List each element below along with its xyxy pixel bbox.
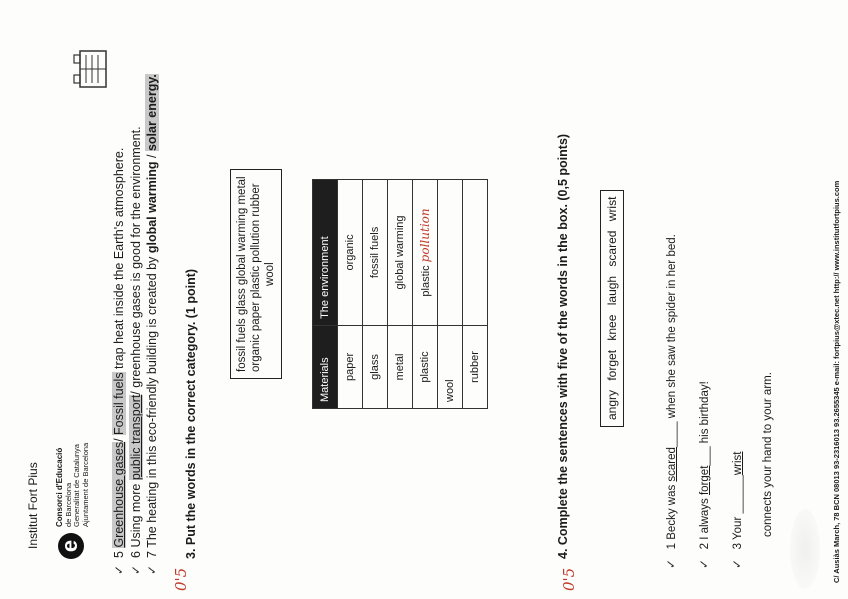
table-header-row	[313, 180, 338, 409]
footer-contact: C/ Ausiàs March, 78 BCN 08013 93-2316013 93.2655345 e-mail: fortpius@xtec.net http:// www.institutfortpius.com	[832, 180, 841, 583]
item-text: /	[112, 434, 126, 442]
word-box-line-3: wool	[264, 262, 276, 287]
item-text: trap heat inside the Earth's atmosphere.	[112, 147, 126, 373]
table-cell: wool	[438, 325, 463, 408]
check-mark-icon: ✓	[129, 564, 143, 575]
table-cell: organic	[338, 180, 363, 326]
table-row	[363, 180, 388, 409]
answer-text: scared	[666, 447, 678, 482]
table-cell: global warming	[388, 180, 413, 326]
column-header-environment: The environment	[313, 180, 338, 326]
consortium-line-2: de Barcelona	[63, 482, 73, 527]
table-cell: fossil fuels	[363, 180, 388, 326]
sentence-text: 1 Becky was	[666, 481, 678, 550]
word-box-line-1: fossil fuels glass global warming metal	[236, 176, 248, 372]
word-box	[230, 169, 282, 379]
word-box-line-2: organic paper plastic pollution rubber	[250, 183, 262, 372]
building-logo-icon	[70, 47, 114, 91]
table-row	[438, 180, 463, 409]
answer-choice: Greenhouse gases	[112, 441, 126, 548]
sentence-text: 3 Your	[732, 513, 744, 550]
word-box: angry forget knee laugh scared wrist	[600, 190, 624, 427]
item-number: 7	[145, 551, 159, 558]
grade-mark: 0'5	[560, 567, 578, 591]
table-cell	[463, 180, 488, 326]
consortium-line-1: Consorci d'Educació	[55, 447, 64, 527]
check-mark-icon: ✓	[730, 558, 744, 569]
check-mark-icon: ✓	[112, 564, 126, 575]
table-row	[463, 180, 488, 409]
handwritten-answer: pollution	[418, 208, 432, 263]
item-6	[129, 126, 143, 575]
answer-choice: global warming	[145, 161, 159, 254]
table-cell: plastic	[413, 325, 438, 408]
table-cell: rubber	[463, 325, 488, 408]
answer-text: forget	[699, 465, 711, 496]
table-cell: paper	[338, 325, 363, 408]
sentence-text: ____ when she saw the spider in her bed.	[666, 234, 678, 448]
table-row	[413, 180, 438, 409]
item-text: is good for the environment.	[129, 126, 143, 285]
school-name: Institut Fort Pius	[26, 462, 40, 549]
item-7	[145, 74, 159, 575]
sentence-text: ___ his birthday!	[699, 381, 711, 466]
answer-choice: solar energy.	[145, 74, 159, 152]
table-cell	[413, 180, 438, 326]
column-header-materials: Materials	[313, 325, 338, 408]
check-mark-icon: ✓	[145, 564, 159, 575]
exercise-3-title: 3. Put the words in the correct category. (1 point)	[184, 268, 198, 559]
item-number: 5	[112, 551, 126, 558]
table-row	[388, 180, 413, 409]
table-cell: glass	[363, 325, 388, 408]
consortium-text	[56, 443, 90, 527]
answer-text: wrist	[732, 451, 744, 476]
item-text: /	[145, 151, 159, 162]
scan-smudge	[790, 509, 820, 589]
table-cell: metal	[388, 325, 413, 408]
category-table	[312, 179, 488, 409]
grade-mark: 0'5	[172, 567, 190, 591]
item-text: The heating in this eco-friendly building is created by	[145, 253, 159, 548]
cell-text: plastic	[420, 265, 432, 297]
exercise-4-title: 4. Complete the sentences with five of the words in the box. (0,5 points)	[556, 133, 570, 559]
sentence-text: 2 I always	[699, 495, 711, 550]
consortium-logo: e	[58, 533, 84, 559]
sentence-3-continued: connects your hand to your arm.	[762, 372, 774, 537]
check-mark-icon: ✓	[664, 558, 678, 569]
answer-choice: public transport	[129, 394, 143, 481]
sentence-2	[697, 381, 711, 569]
consortium-line-3: Generalitat de Catalunya	[72, 444, 81, 527]
sentence-3: ✓ 3 Your ______wrist	[730, 451, 744, 569]
item-number: 6	[129, 551, 143, 558]
item-5	[112, 148, 126, 575]
consortium-line-4: Ajuntament de Barcelona	[80, 442, 90, 527]
table-row	[338, 180, 363, 409]
sentence-1	[664, 234, 678, 569]
item-text: Using more	[129, 480, 143, 548]
answer-choice: Fossil fuels	[112, 372, 126, 435]
check-mark-icon: ✓	[697, 558, 711, 569]
answer-choice: / greenhouse gases	[129, 284, 143, 395]
table-cell	[438, 180, 463, 326]
